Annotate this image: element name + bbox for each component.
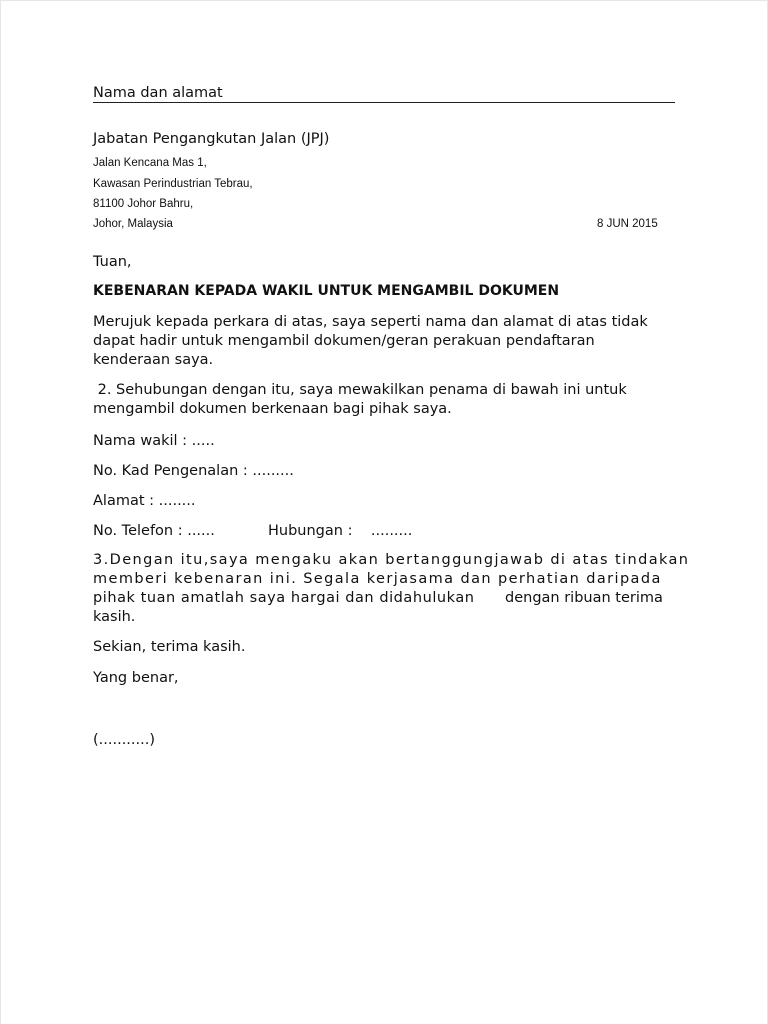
salutation: Tuan, (93, 254, 132, 270)
recipient-address-line4: Johor, Malaysia (93, 218, 173, 230)
recipient-address-line1: Jalan Kencana Mas 1, (93, 157, 207, 169)
paragraph-3-line-3a: pihak tuan amatlah saya hargai dan didahulukan (93, 590, 475, 606)
field-relationship: Hubungan : ......... (268, 523, 413, 539)
header-rule (93, 102, 675, 103)
closing-text: Sekian, terima kasih. (93, 639, 246, 655)
field-rep-name: Nama wakil : ..... (93, 433, 215, 449)
recipient-address-line2: Kawasan Perindustrian Tebrau, (93, 178, 253, 190)
paragraph-1-line-2: dapat hadir untuk mengambil dokumen/geran perakuan pendaftaran (93, 333, 595, 349)
paragraph-3-line-2: memberi kebenaran ini. Segala kerjasama dan perhatian daripada (93, 571, 662, 587)
field-ic-number: No. Kad Pengenalan : ......... (93, 463, 294, 479)
field-phone: No. Telefon : ...... (93, 523, 215, 539)
paragraph-1-line-1: Merujuk kepada perkara di atas, saya seperti nama dan alamat di atas tidak (93, 314, 648, 330)
page-border-top (0, 0, 768, 1)
field-address: Alamat : ........ (93, 493, 196, 509)
paragraph-3-line-3b: dengan ribuan terima (505, 590, 663, 606)
sign-off: Yang benar, (93, 670, 179, 686)
paragraph-2-line-1: 2. Sehubungan dengan itu, saya mewakilkan penama di bawah ini untuk (93, 382, 627, 398)
signature-placeholder: (...........) (93, 732, 156, 748)
letter-date: 8 JUN 2015 (597, 218, 658, 230)
paragraph-3-line-1: 3.Dengan itu,saya mengaku akan bertanggungjawab di atas tindakan (93, 552, 690, 568)
paragraph-3-line-4: kasih. (93, 609, 136, 625)
paragraph-2-line-2: mengambil dokumen berkenaan bagi pihak saya. (93, 401, 452, 417)
paragraph-1-line-3: kenderaan saya. (93, 352, 214, 368)
recipient-name: Jabatan Pengangkutan Jalan (JPJ) (93, 131, 330, 147)
recipient-address-line3: 81100 Johor Bahru, (93, 198, 194, 210)
page-border-left (0, 0, 1, 1024)
subject-heading: KEBENARAN KEPADA WAKIL UNTUK MENGAMBIL DOKUMEN (93, 283, 560, 299)
sender-label: Nama dan alamat (93, 85, 223, 101)
